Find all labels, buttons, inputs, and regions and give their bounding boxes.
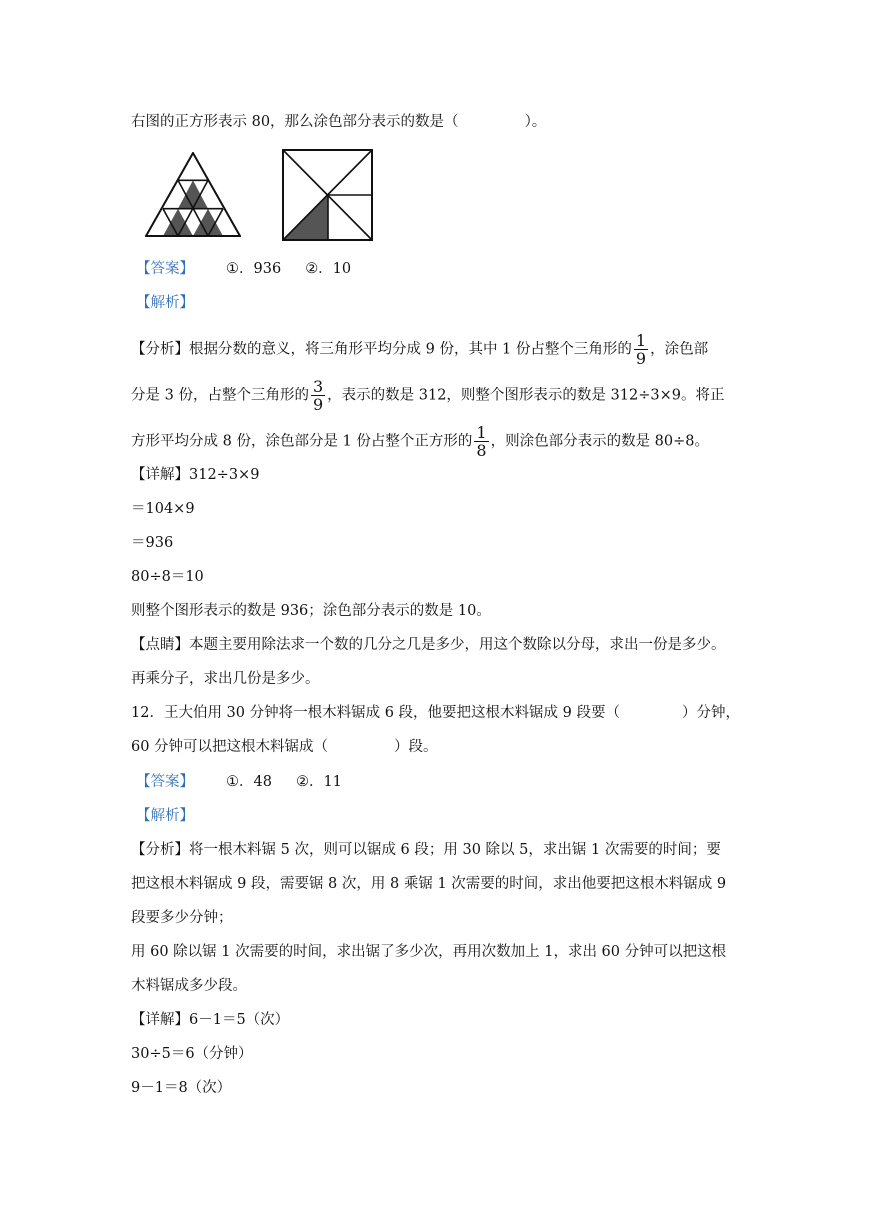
q12-calc-3: 9－1＝8（次）: [131, 1080, 232, 1096]
q11-conclusion: 则整个图形表示的数是 936；涂色部分表示的数是 10。: [131, 603, 491, 619]
fenxi-label: 【分析】: [131, 341, 189, 358]
dianjing-text: 本题主要用除法求一个数的几分之几是多少，用这个数除以分母，求出一份是多少。: [189, 637, 726, 653]
q12-question-text: 12．王大伯用 30 分钟将一根木料锯成 6 段，他要把这根木料锯成 9 段要（: [131, 705, 621, 721]
fraction-one-eighth: [474, 424, 488, 459]
fraction-denominator: 8: [476, 441, 487, 460]
q11-fenxi-line-3: [131, 424, 709, 459]
q12-question-text: ）段。: [394, 739, 438, 755]
answer-label: 【答案】: [136, 774, 194, 790]
q12-question-text: ）分钟，: [682, 705, 741, 721]
fenxi-text: ，则涂色部分表示的数是 80÷8。: [490, 433, 710, 450]
q11-question-tail: [131, 112, 546, 132]
fenxi-text: 分是 3 份，占整个三角形的: [131, 387, 309, 404]
fenxi-text: 根据分数的意义，将三角形平均分成 9 份，其中 1 份占整个三角形的: [189, 341, 632, 358]
q12-fenxi-line-4: 用 60 除以锯 1 次需要的时间，求出锯了多少次，再用次数加上 1，求出 60 分钟可以把这根: [131, 944, 727, 960]
answer-1: ①．48: [226, 774, 272, 790]
fenxi-text: 方形平均分成 8 份，涂色部分是 1 份占整个正方形的: [131, 433, 473, 450]
q12-xiangjie-line: [131, 1010, 289, 1030]
q12-fenxi-line-5: 木料锯成多少段。: [131, 978, 247, 994]
q12-answer: [136, 772, 342, 792]
fraction-numerator: 1: [635, 331, 647, 350]
fraction-denominator: 9: [312, 395, 324, 414]
answer-2: ②．11: [295, 774, 342, 790]
fraction-three-ninths: [311, 378, 325, 413]
fenxi-text: 将一根木料锯 5 次，则可以锯成 6 段；用 30 除以 5，求出锯 1 次需要的时间；要: [189, 842, 721, 858]
fraction-numerator: 3: [312, 377, 324, 396]
q11-fenxi-line-2: [131, 378, 724, 413]
q11-dianjing-line-1: [131, 635, 726, 655]
q11-fenxi-line-1: [131, 332, 708, 367]
dianjing-label: 【点睛】: [131, 637, 189, 653]
fraction-numerator: 1: [476, 423, 487, 442]
answer-label: 【答案】: [136, 261, 194, 277]
xiangjie-label: 【详解】: [131, 1012, 189, 1028]
q11-question-text: 右图的正方形表示 80，那么涂色部分表示的数是（: [131, 114, 459, 130]
calc-step: 6－1＝5（次）: [189, 1012, 290, 1028]
triangle-figure: [145, 152, 241, 238]
q12-fenxi-line-1: [131, 840, 721, 860]
answer-1: ①．936: [226, 261, 282, 277]
q11-analysis-label: 【解析】: [136, 295, 194, 311]
xiangjie-label: 【详解】: [131, 467, 189, 483]
q11-xiangjie-line: [131, 465, 259, 485]
fenxi-text: ，涂色部: [650, 341, 709, 358]
q11-dianjing-line-2: 再乘分子，求出几份是多少。: [131, 671, 320, 687]
q11-answer: [136, 259, 351, 279]
q12-fenxi-line-3: 段要多少分钟；: [131, 910, 233, 926]
calc-step: 312÷3×9: [189, 467, 260, 483]
q12-calc-2: 30÷5＝6（分钟）: [131, 1046, 253, 1062]
q11-calc-3: ＝936: [131, 535, 174, 551]
fenxi-text: ，表示的数是 312，则整个图形表示的数是 312÷3×9。将正: [327, 387, 725, 404]
q11-question-close: ）。: [524, 114, 547, 130]
fraction-denominator: 9: [635, 349, 647, 368]
q11-calc-4: 80÷8＝10: [131, 569, 204, 585]
q12-question-line-2: [131, 737, 438, 757]
fraction-one-ninth: [634, 332, 648, 367]
q12-question-text: 60 分钟可以把这根木料锯成（: [131, 739, 329, 755]
answer-2: ②．10: [305, 261, 352, 277]
q12-fenxi-line-2: 把这根木料锯成 9 段，需要锯 8 次，用 8 乘锯 1 次需要的时间，求出他要把这根木料锯成 9: [131, 876, 727, 892]
q12-question-line-1: [131, 703, 740, 723]
q12-analysis-label: 【解析】: [136, 808, 194, 824]
square-figure: [281, 148, 374, 242]
q11-calc-2: ＝104×9: [131, 501, 195, 517]
fenxi-label: 【分析】: [131, 842, 189, 858]
